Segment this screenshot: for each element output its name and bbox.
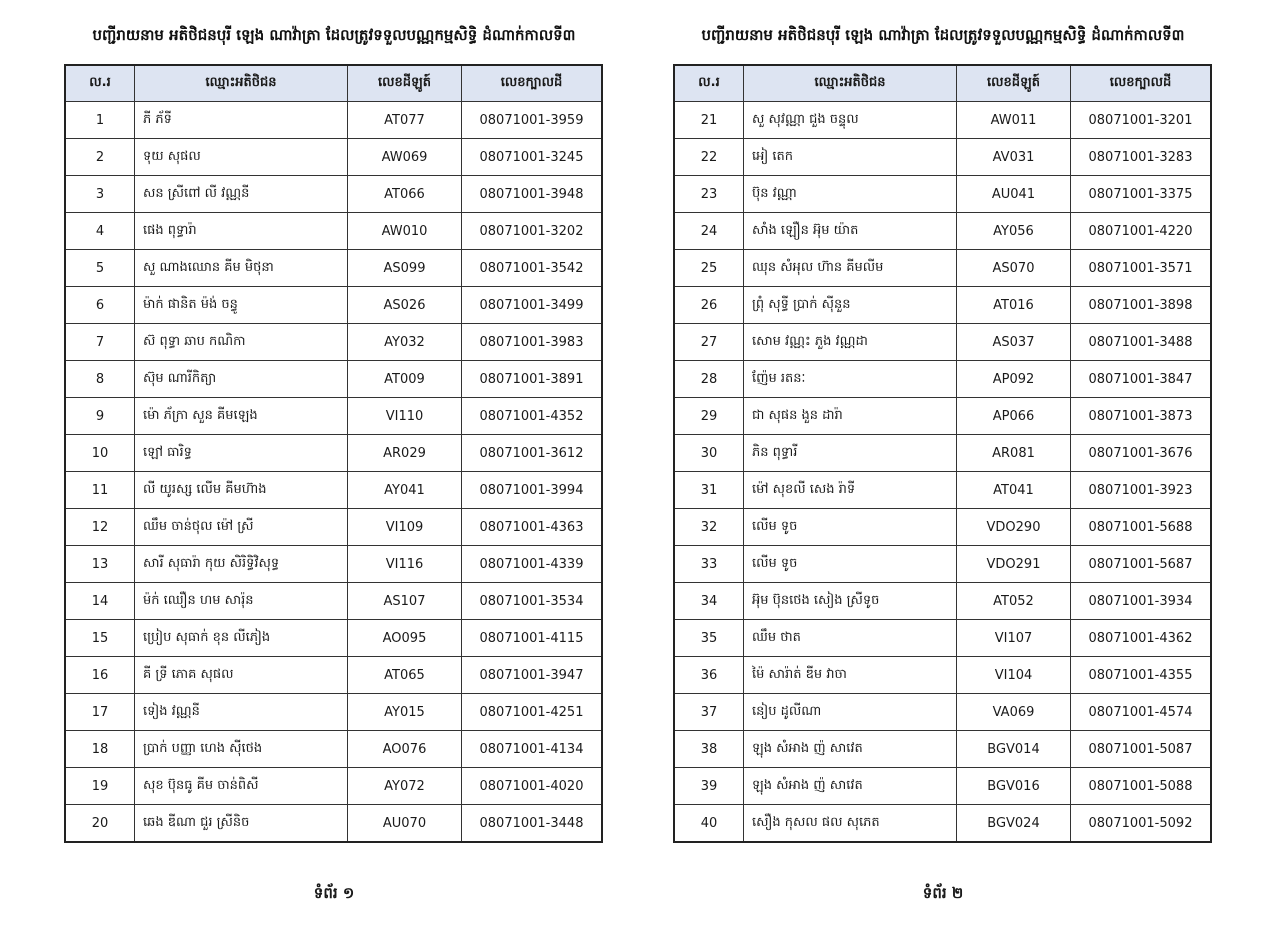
row-number: 28 [674, 361, 744, 398]
customer-name: សួ សុវណ្ណា ជួង ចន្ទុល [744, 102, 957, 139]
row-number: 24 [674, 213, 744, 250]
lot-number: AV031 [957, 139, 1071, 176]
title-deed-number: 08071001-5087 [1071, 731, 1212, 768]
customer-name: ឈុន សំអុល ហ៊ាន គីមលីម [744, 250, 957, 287]
col-header-title-deed: លេខក្បាលដី [1071, 65, 1212, 102]
lot-number: VDO290 [957, 509, 1071, 546]
lot-number: AY015 [348, 694, 462, 731]
title-deed-number: 08071001-4352 [462, 398, 603, 435]
title-deed-number: 08071001-3612 [462, 435, 603, 472]
customer-name: អៀ តេក [744, 139, 957, 176]
lot-number: AP066 [957, 398, 1071, 435]
table-header-row [674, 65, 1211, 102]
customer-name: ភី ភ័ទី [135, 102, 348, 139]
col-header-number: ល.រ [65, 65, 135, 102]
title-deed-number: 08071001-3202 [462, 213, 603, 250]
customer-name: ម៉ៃ សារ៉ាត់ ឌីម វាចា [744, 657, 957, 694]
row-number: 23 [674, 176, 744, 213]
title-deed-number: 08071001-3375 [1071, 176, 1212, 213]
table-row [65, 472, 602, 509]
lot-number: AO095 [348, 620, 462, 657]
lot-number: AY032 [348, 324, 462, 361]
row-number: 6 [65, 287, 135, 324]
customer-name: ឡុង សំអាង ញ៉ សាវេត [744, 731, 957, 768]
lot-number: AW069 [348, 139, 462, 176]
lot-number: VI109 [348, 509, 462, 546]
title-deed-number: 08071001-3534 [462, 583, 603, 620]
table-row [65, 398, 602, 435]
row-number: 8 [65, 361, 135, 398]
table-row [65, 361, 602, 398]
row-number: 31 [674, 472, 744, 509]
lot-number: AT052 [957, 583, 1071, 620]
lot-number: AW011 [957, 102, 1071, 139]
table-row [674, 731, 1211, 768]
row-number: 15 [65, 620, 135, 657]
row-number: 38 [674, 731, 744, 768]
row-number: 39 [674, 768, 744, 805]
customer-name: ព្រុំ សុទ្ធី ប្រាក់ ស៊ីនួន [744, 287, 957, 324]
title-deed-number: 08071001-3847 [1071, 361, 1212, 398]
row-number: 40 [674, 805, 744, 843]
lot-number: VDO291 [957, 546, 1071, 583]
customer-name: ភិន ពុទ្ធារី [744, 435, 957, 472]
lot-number: AT009 [348, 361, 462, 398]
title-deed-number: 08071001-4363 [462, 509, 603, 546]
table-row [65, 102, 602, 139]
title-deed-number: 08071001-3448 [462, 805, 603, 843]
table-row [674, 139, 1211, 176]
title-deed-number: 08071001-5687 [1071, 546, 1212, 583]
title-deed-number: 08071001-3948 [462, 176, 603, 213]
lot-number: AU041 [957, 176, 1071, 213]
table-row [674, 657, 1211, 694]
customer-name: ម៉ោ ភ័ក្រា សួន គីមឡេង [135, 398, 348, 435]
title-deed-number: 08071001-5092 [1071, 805, 1212, 843]
row-number: 14 [65, 583, 135, 620]
table-row [674, 472, 1211, 509]
customer-table [64, 64, 603, 843]
page-title: បញ្ជីរាយនាម អតិថិជនបុរី ឡេង ណាវ៉ាត្រា ដែលត្រូវទទួលបណ្ណកម្មសិទ្ធិ ដំណាក់កាលទី៣ [701, 26, 1185, 44]
table-row [65, 805, 602, 843]
table-row [65, 620, 602, 657]
customer-name: ទៀង វណ្ណនី [135, 694, 348, 731]
title-deed-number: 08071001-3873 [1071, 398, 1212, 435]
row-number: 37 [674, 694, 744, 731]
table-row [674, 620, 1211, 657]
table-row [65, 250, 602, 287]
table-row [674, 102, 1211, 139]
title-deed-number: 08071001-3201 [1071, 102, 1212, 139]
title-deed-number: 08071001-4339 [462, 546, 603, 583]
customer-name: ប៊ុន វណ្ណា [744, 176, 957, 213]
table-row [674, 324, 1211, 361]
lot-number: AS070 [957, 250, 1071, 287]
row-number: 26 [674, 287, 744, 324]
lot-number: AR081 [957, 435, 1071, 472]
table-row [65, 176, 602, 213]
lot-number: BGV024 [957, 805, 1071, 843]
customer-name: ម៉ក់ ឈឿន ហម សារ៉ុន [135, 583, 348, 620]
lot-number: AP092 [957, 361, 1071, 398]
customer-name: ស៊ុម ណារីកិត្យា [135, 361, 348, 398]
col-header-name: ឈ្មោះអតិថិជន [135, 65, 348, 102]
customer-name: ផេង ពុទ្ធារ៉ា [135, 213, 348, 250]
table-row [65, 435, 602, 472]
title-deed-number: 08071001-4020 [462, 768, 603, 805]
row-number: 7 [65, 324, 135, 361]
lot-number: AY056 [957, 213, 1071, 250]
title-deed-number: 08071001-4355 [1071, 657, 1212, 694]
table-row [674, 546, 1211, 583]
lot-number: VI110 [348, 398, 462, 435]
customer-name: ស៊ ពុទ្ធា ឆាប កណិកា [135, 324, 348, 361]
title-deed-number: 08071001-3571 [1071, 250, 1212, 287]
table-row [674, 583, 1211, 620]
col-header-lot: លេខដីឡូត៍ [957, 65, 1071, 102]
row-number: 35 [674, 620, 744, 657]
lot-number: VI107 [957, 620, 1071, 657]
row-number: 9 [65, 398, 135, 435]
table-row [65, 657, 602, 694]
customer-name: សារី សុធារ៉ា កុយ សិរិទ្ធិវិសុទ្ធ [135, 546, 348, 583]
table-row [674, 768, 1211, 805]
customer-name: លើម ទូច [744, 509, 957, 546]
title-deed-number: 08071001-4251 [462, 694, 603, 731]
customer-name: ជា សុផន ងួន ដារ៉ា [744, 398, 957, 435]
table-row [674, 805, 1211, 843]
customer-name: គី ទ្រី ភោគ សុផល [135, 657, 348, 694]
row-number: 5 [65, 250, 135, 287]
row-number: 27 [674, 324, 744, 361]
table-row [65, 287, 602, 324]
table-row [674, 435, 1211, 472]
lot-number: AS099 [348, 250, 462, 287]
lot-number: AS026 [348, 287, 462, 324]
title-deed-number: 08071001-4115 [462, 620, 603, 657]
lot-number: AR029 [348, 435, 462, 472]
row-number: 2 [65, 139, 135, 176]
lot-number: VI116 [348, 546, 462, 583]
row-number: 18 [65, 731, 135, 768]
table-row [674, 213, 1211, 250]
row-number: 21 [674, 102, 744, 139]
title-deed-number: 08071001-3542 [462, 250, 603, 287]
lot-number: AW010 [348, 213, 462, 250]
customer-name: នៀប ដូលីណា [744, 694, 957, 731]
col-header-number: ល.រ [674, 65, 744, 102]
lot-number: AT077 [348, 102, 462, 139]
table-row [65, 213, 602, 250]
col-header-title-deed: លេខក្បាលដី [462, 65, 603, 102]
lot-number: BGV016 [957, 768, 1071, 805]
lot-number: AT065 [348, 657, 462, 694]
row-number: 22 [674, 139, 744, 176]
row-number: 16 [65, 657, 135, 694]
title-deed-number: 08071001-3488 [1071, 324, 1212, 361]
title-deed-number: 08071001-3891 [462, 361, 603, 398]
page-1 [64, 0, 604, 949]
lot-number: AT066 [348, 176, 462, 213]
table-row [65, 509, 602, 546]
customer-name: ឈឹម ថាត [744, 620, 957, 657]
row-number: 17 [65, 694, 135, 731]
customer-name: ម៉ៅ សុខលី សេង រ៉ាទី [744, 472, 957, 509]
lot-number: VA069 [957, 694, 1071, 731]
page-number: ទំព័រ ១ [313, 884, 355, 902]
title-deed-number: 08071001-4220 [1071, 213, 1212, 250]
title-deed-number: 08071001-3983 [462, 324, 603, 361]
table-row [65, 731, 602, 768]
lot-number: AT016 [957, 287, 1071, 324]
customer-name: លើម ទូច [744, 546, 957, 583]
row-number: 30 [674, 435, 744, 472]
customer-name: សាំង ឡឿន អ៊ុម យ៉ាត [744, 213, 957, 250]
row-number: 3 [65, 176, 135, 213]
table-row [674, 287, 1211, 324]
col-header-name: ឈ្មោះអតិថិជន [744, 65, 957, 102]
customer-name: សួ ណាងឈោន គីម មិថុនា [135, 250, 348, 287]
customer-table [673, 64, 1212, 843]
title-deed-number: 08071001-3947 [462, 657, 603, 694]
row-number: 33 [674, 546, 744, 583]
customer-name: ឡុង សំអាង ញ៉ សាវេត [744, 768, 957, 805]
table-row [674, 398, 1211, 435]
lot-number: AU070 [348, 805, 462, 843]
table-row [674, 509, 1211, 546]
title-deed-number: 08071001-3994 [462, 472, 603, 509]
row-number: 10 [65, 435, 135, 472]
customer-name: ម៉ាក់ ផានិត ម៉ង់ ចន្ធូ [135, 287, 348, 324]
title-deed-number: 08071001-5688 [1071, 509, 1212, 546]
customer-name: អ៊ុម ប៊ុនថេង សៀង ស្រីទូច [744, 583, 957, 620]
table-row [674, 694, 1211, 731]
customer-name: សុខ ប៊ុនធូ គីម ចាន់ពិសី [135, 768, 348, 805]
lot-number: AO076 [348, 731, 462, 768]
customer-name: ប្រាក់ បញ្ញា ហេង ស៊ីថេង [135, 731, 348, 768]
page-number: ទំព័រ ២ [922, 884, 964, 902]
customer-name: ឈឹម ចាន់ថុល ម៉ៅ ស្រី [135, 509, 348, 546]
title-deed-number: 08071001-3923 [1071, 472, 1212, 509]
customer-name: ញ៉ែម រតនៈ [744, 361, 957, 398]
page-title: បញ្ជីរាយនាម អតិថិជនបុរី ឡេង ណាវ៉ាត្រា ដែលត្រូវទទួលបណ្ណកម្មសិទ្ធិ ដំណាក់កាលទី៣ [92, 26, 576, 44]
row-number: 36 [674, 657, 744, 694]
customer-name: សឿង កុសល ផល សុភេត [744, 805, 957, 843]
title-deed-number: 08071001-3959 [462, 102, 603, 139]
customer-name: ឡៅ ធារិទ្ធ [135, 435, 348, 472]
table-row [65, 324, 602, 361]
row-number: 25 [674, 250, 744, 287]
customer-name: លី យូរស្ស លើម គីមហ៊ាង [135, 472, 348, 509]
lot-number: AS107 [348, 583, 462, 620]
customer-name: សន ស្រីពៅ លី វណ្ណនី [135, 176, 348, 213]
row-number: 12 [65, 509, 135, 546]
row-number: 11 [65, 472, 135, 509]
table-row [65, 583, 602, 620]
lot-number: AT041 [957, 472, 1071, 509]
title-deed-number: 08071001-3245 [462, 139, 603, 176]
row-number: 1 [65, 102, 135, 139]
customer-name: ឆេង ឌីណា ជួរ ស្រីនិច [135, 805, 348, 843]
lot-number: VI104 [957, 657, 1071, 694]
title-deed-number: 08071001-4574 [1071, 694, 1212, 731]
table-row [674, 361, 1211, 398]
lot-number: AS037 [957, 324, 1071, 361]
title-deed-number: 08071001-3499 [462, 287, 603, 324]
table-row [65, 546, 602, 583]
lot-number: AY041 [348, 472, 462, 509]
col-header-lot: លេខដីឡូត៍ [348, 65, 462, 102]
title-deed-number: 08071001-3283 [1071, 139, 1212, 176]
table-row [65, 139, 602, 176]
customer-name: ទុយ សុផល [135, 139, 348, 176]
row-number: 20 [65, 805, 135, 843]
row-number: 4 [65, 213, 135, 250]
title-deed-number: 08071001-4134 [462, 731, 603, 768]
lot-number: BGV014 [957, 731, 1071, 768]
title-deed-number: 08071001-3898 [1071, 287, 1212, 324]
row-number: 13 [65, 546, 135, 583]
customer-name: ប្រៀប សុធាក់ ខុន លីភៀង [135, 620, 348, 657]
title-deed-number: 08071001-3676 [1071, 435, 1212, 472]
row-number: 19 [65, 768, 135, 805]
title-deed-number: 08071001-4362 [1071, 620, 1212, 657]
lot-number: AY072 [348, 768, 462, 805]
page-2 [673, 0, 1213, 949]
row-number: 32 [674, 509, 744, 546]
row-number: 34 [674, 583, 744, 620]
title-deed-number: 08071001-5088 [1071, 768, 1212, 805]
row-number: 29 [674, 398, 744, 435]
table-row [65, 694, 602, 731]
table-row [674, 250, 1211, 287]
table-row [65, 768, 602, 805]
customer-name: សោម វណ្ណះ ភួង វណ្ណដា [744, 324, 957, 361]
table-header-row [65, 65, 602, 102]
title-deed-number: 08071001-3934 [1071, 583, 1212, 620]
table-row [674, 176, 1211, 213]
